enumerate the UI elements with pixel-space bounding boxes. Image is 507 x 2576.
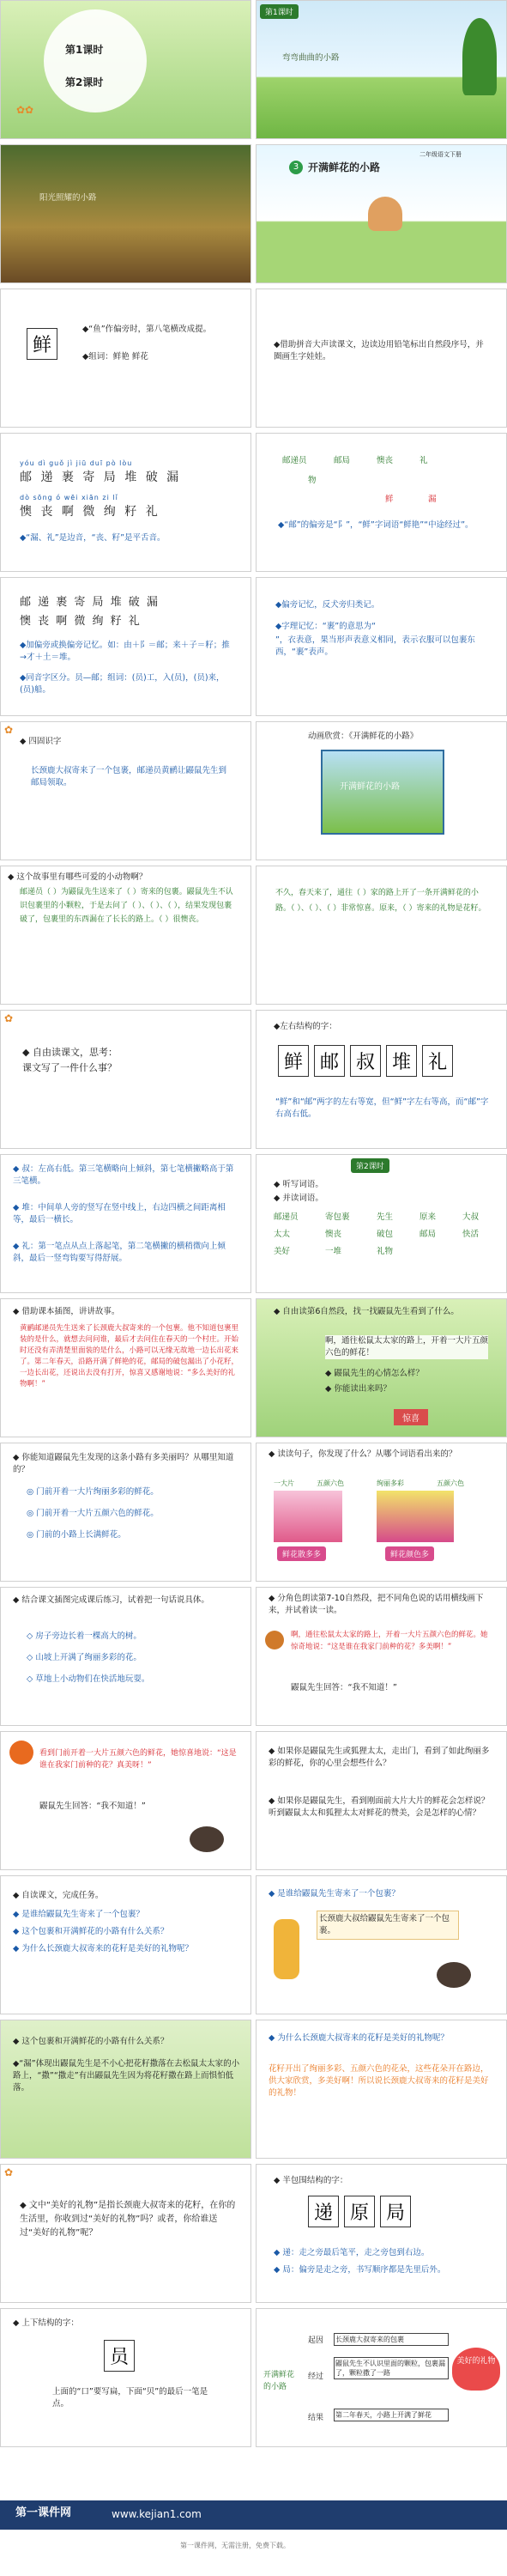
mindmap-box: 长颈鹿大叔寄来的包裹: [334, 2333, 449, 2346]
slide-sunny-path[interactable]: [0, 144, 251, 283]
slide-review[interactable]: [0, 721, 251, 860]
word: 大叔: [462, 1212, 480, 1222]
note-line: ◆“邮”的偏旁是“阝”，“鲜”字词语“鲜艳”“中途经过”。: [278, 520, 474, 530]
word-row: 懊 丧 啊 微 绚 籽 礼: [20, 615, 142, 628]
pinyin-row: dò sōng ó wēi xiān zi lǐ: [20, 494, 118, 501]
slide-half-enclosed[interactable]: [256, 2164, 507, 2303]
phrase: 绚丽多彩: [377, 1479, 404, 1487]
slide-who-sent[interactable]: [256, 1875, 507, 2014]
word: 美好: [274, 1247, 291, 1256]
reply-text: 鼹鼠先生回答：“我不知道！”: [291, 1683, 397, 1692]
word: 一堆: [325, 1247, 342, 1256]
mindmap-branch: 结果: [308, 2414, 324, 2422]
word: 邮递员: [282, 456, 307, 465]
char-box-wrap: [104, 2340, 140, 2372]
fox-icon: [9, 1741, 33, 1765]
slide-beautiful-road[interactable]: [0, 1443, 251, 1582]
char-box: 原: [344, 2196, 375, 2227]
tip-line: ◆ 局：偏旁是走之旁，书写顺序都是先里后外。: [274, 2265, 446, 2275]
word: 礼: [419, 456, 428, 465]
animal-icon: [368, 197, 402, 231]
question: ◆ 这个故事里有哪些可爱的小动物啊？: [8, 872, 148, 882]
word: 寄包裹: [325, 1212, 350, 1222]
flower-icon: ✿: [4, 2166, 14, 2178]
tip-line: ◆加偏旁或换偏旁记忆。如：由＋阝＝邮；来＋子＝籽；推→才＋土＝堆。: [20, 641, 230, 662]
slide-cover-lessons[interactable]: [0, 0, 251, 139]
grade-label: 二年级语文下册: [419, 151, 462, 158]
slide-reading-task[interactable]: [256, 289, 507, 428]
tip-line: ◆ 叔：左高右低。第三笔横略向上倾斜，第七笔横撇略高于第三笔横。: [13, 1164, 234, 1186]
label-badge: 鲜花散多多: [277, 1546, 326, 1561]
phrase: 五颜六色: [437, 1479, 464, 1487]
flower-icon: ✿: [4, 1012, 14, 1024]
slide-sentence-practice[interactable]: [0, 1587, 251, 1726]
char-box: 堆: [386, 1045, 417, 1077]
slide-paragraph6[interactable]: [256, 1298, 507, 1437]
word: 鲜: [385, 495, 394, 504]
word: 邮递员: [274, 1212, 299, 1222]
answer-text: 花籽开出了绚丽多彩、五颜六色的花朵，这些花朵开在路边，供大家欣赏，多美好啊！所以说长颈鹿大叔寄来的花籽是美好的礼物！: [269, 2064, 489, 2098]
slide-pinyin-words[interactable]: [0, 433, 251, 572]
option: ◎ 门前开着一大片绚丽多彩的鲜花。: [27, 1487, 159, 1497]
slide-dictation[interactable]: [256, 1154, 507, 1293]
lesson2-label: 第2课时: [65, 76, 104, 88]
slide-curvy-road[interactable]: [256, 0, 507, 139]
task: ◆ 自读课文，完成任务。: [13, 1891, 104, 1900]
word: 漏: [428, 495, 437, 504]
slide-radical-tips[interactable]: [256, 577, 507, 716]
slide-package-road[interactable]: [0, 2020, 251, 2159]
note-line: ◆“漏、礼”是边音，“丧、籽”是平舌音。: [20, 533, 166, 543]
tip-line: ◆ 礼：第一笔点从点上落起笔，第二笔横撇的横稍微向上倾斜，最后一竖弯钩要写得舒展。: [13, 1242, 226, 1263]
char-box: 鲜: [278, 1045, 309, 1077]
tip-line: ◆偏旁记忆，反犬旁归类记。: [275, 600, 380, 610]
task: ◆ 自由读第6自然段，找一找鼹鼠先生看到了什么。: [274, 1307, 459, 1316]
phrase: 五颜六色: [317, 1479, 344, 1487]
slide-char-xian[interactable]: [0, 289, 251, 428]
footer-banner[interactable]: [0, 2500, 507, 2530]
pinyin-row: yóu dì guǒ jì jiū duī pò lòu: [20, 459, 133, 467]
note-line: ◆“鱼”作偏旁时，第八笔横改成提。: [82, 325, 212, 334]
word: 原来: [419, 1212, 437, 1222]
question: ◆ 读读句子，你发现了什么？从哪个词语看出来的？: [269, 1449, 457, 1459]
slide-animals[interactable]: [0, 866, 251, 1005]
phrase: 一大片: [274, 1479, 294, 1487]
task: ◆ 分角色朗读第7-10自然段，把不同角色说的话用横线画下来，并试着读一读。: [269, 1594, 484, 1615]
char-box-row: [278, 1045, 458, 1077]
emotion-badge: 惊喜: [394, 1409, 428, 1425]
tip-line: ◆ 堆：中间单人旁的竖写在竖中线上，右边四横之间距离相等，最后一横长。: [13, 1203, 226, 1224]
lesson-number-badge: 3: [289, 161, 303, 174]
option: ◇ 房子旁边长着一棵高大的树。: [27, 1631, 142, 1641]
slide-tell-story[interactable]: [0, 1298, 251, 1437]
section-head: ◆ 上下结构的字：: [13, 2318, 79, 2328]
question: ◆ 为什么长颈鹿大叔寄来的花籽是美好的礼物呢？: [269, 2033, 449, 2043]
char-box: 礼: [422, 1045, 453, 1077]
word: 太太: [274, 1230, 291, 1239]
question: ◆ 自由读课文，思考：课文写了一件什么事？: [22, 1047, 118, 1073]
fill-blank-text: 不久，春天来了，通往（ ）家的路上开了一条开满鲜花的小路。（ ）、（ ）、（ ）非常惊喜。原来，（ ）寄来的礼物是花籽。: [275, 889, 486, 913]
brand-url[interactable]: www.kejian1.com: [112, 2508, 202, 2520]
option: ◎ 门前的小路上长满鲜花。: [27, 1530, 126, 1540]
mindmap-box: 第二年春天，小路上开满了鲜花: [334, 2409, 449, 2421]
lesson-tag: 第1课时: [260, 4, 299, 19]
question: ◆ 你能知道鼹鼠先生发现的这条小路有多美丽吗？从哪里知道的？: [13, 1453, 234, 1474]
mindmap-branch: 起因: [308, 2336, 324, 2345]
slide-role-reading-2[interactable]: [0, 1731, 251, 1870]
slide-compare-sentences[interactable]: [256, 1443, 507, 1582]
slide-animation[interactable]: [256, 721, 507, 860]
lesson1-label: 第1课时: [65, 44, 104, 56]
video-frame[interactable]: [321, 750, 444, 835]
char-yuan: 员: [104, 2340, 135, 2372]
slide-gift-life[interactable]: [0, 2164, 251, 2303]
mindmap-branch: 经过: [308, 2372, 324, 2381]
quote-text: 啊，通往松鼠太太家的路上，开着一大片五颜六色的鲜花！: [325, 1336, 489, 1358]
slide-gift-meaning[interactable]: [256, 2020, 507, 2159]
mindmap-box: 鼹鼠先生不认识里面的颗粒，包裹漏了，颗粒撒了一路: [334, 2357, 449, 2379]
fill-blank-text: 邮递员（ ）为鼹鼠先生送来了（ ）寄来的包裹。鼹鼠先生不认识包裹里的小颗粒，于是去问了（ ）、（ ）、（ ），结果发现包裹破了，包裹里的东西漏在了长长的路上。（ ）很懊丧。: [20, 888, 233, 924]
quote-text: 看到门前开着一大片五颜六色的鲜花，她惊喜地说：“这是谁在我家门前种的花？真美呀！”: [39, 1749, 237, 1770]
slide-title: 动画欣赏：《开满鲜花的小路》: [308, 732, 419, 741]
slide-top-bottom[interactable]: [0, 2308, 251, 2447]
task: ◆ 听写词语。: [274, 1180, 323, 1189]
word-row: 邮 递 裹 寄 局 堆 破 漏: [20, 596, 160, 609]
tip-line: 上面的“口”要写扁，下面“贝”的最后一笔是点。: [52, 2387, 208, 2409]
slide-title: 弯弯曲曲的小路: [282, 53, 340, 63]
question: ◆ 是谁给鼹鼠先生寄来了一个包裹？: [269, 1889, 400, 1899]
task: ◆ 为什么长颈鹿大叔寄来的花籽是美好的礼物呢？: [13, 1944, 193, 1953]
body-text: 长颈鹿大叔寄来了一个包裹，邮递员黄鹂让鼹鼠先生到邮局领取。: [31, 766, 227, 787]
section-head: ◆ 半包围结构的字：: [274, 2176, 348, 2185]
reply-text: 鼹鼠先生回答：“我不知道！”: [39, 1801, 146, 1811]
slide-memory-tips[interactable]: [0, 577, 251, 716]
slide-spring[interactable]: [256, 866, 507, 1005]
answer-text: 长颈鹿大叔给鼹鼠先生寄来了一个包裹。: [317, 1911, 459, 1940]
task: ◆ 借助课本插图，讲讲故事。: [13, 1307, 120, 1316]
word: 物: [308, 476, 317, 485]
mindmap-root: 开满鲜花的小路: [263, 2371, 295, 2391]
label-badge: 鲜花颜色多: [385, 1546, 434, 1561]
word-row: 邮 递 裹 寄 局 堆 破 漏: [20, 471, 182, 484]
option: ◇ 山坡上开满了绚丽多彩的花。: [27, 1653, 142, 1662]
heart-icon: 美好的礼物: [452, 2348, 500, 2391]
task: ◆ 是谁给鼹鼠先生寄来了一个包裹？: [13, 1910, 144, 1919]
word: 先生: [377, 1212, 394, 1222]
flower-photo: [377, 1491, 454, 1542]
slide-role-reading[interactable]: [256, 1587, 507, 1726]
section-head: ◆ 四固识字: [20, 737, 62, 746]
word: 邮局: [419, 1230, 437, 1239]
option: ◇ 草地上小动物们在快活地玩耍。: [27, 1674, 150, 1684]
giraffe-icon: [274, 1919, 299, 1979]
tip-line: ◆ 递：走之旁最后笔平，走之旁包到右边。: [274, 2248, 430, 2257]
hedgehog-icon: [265, 1631, 284, 1649]
char-box: 递: [308, 2196, 339, 2227]
flower-icon: ✿✿: [16, 104, 34, 116]
question: ◆ 如果你是鼹鼠先生或狐狸太太，走出门，看到了如此绚丽多彩的鲜花，你的心里会想些什么？: [269, 1747, 490, 1768]
tip-line: ◆同音字区分。员—邮；组词：(员)工，入(员)，(员)来，(员)船。: [20, 673, 225, 695]
video-title: 开满鲜花的小路: [340, 782, 400, 792]
note-line: ◆组词：鲜艳 鲜花: [82, 352, 148, 361]
slide-title: 阳光照耀的小路: [39, 193, 97, 203]
char-box-row: [308, 2196, 416, 2227]
question: ◆ 如果你是鼹鼠先生，看到刚面前大片大片的鲜花会怎样说？听到鼹鼠太太和狐狸太太对鲜花的赞美，会是怎样的心情？: [269, 1796, 490, 1818]
char-box: 局: [380, 2196, 411, 2227]
char-box: [27, 328, 63, 360]
option: ◎ 门前开着一大片五颜六色的鲜花。: [27, 1509, 159, 1518]
task-text: ◆借助拼音大声读课文，边读边用铅笔标出自然段序号，并圈画生字娃娃。: [274, 340, 484, 361]
flower-icon: ✿: [4, 724, 14, 736]
story-text: 黄鹂邮递员先生送来了长颈鹿大叔寄来的一个包裹。他不知道包裹里装的是什么，就想去问问谁，最后才去问住在春天的一个村庄。开始时还没有弄清楚里面装的是什么，小路可以无缘无故地一边长出花来了。第二年春天，沿路开满了鲜艳的花，邮局的破包漏出了小花籽，一边长出花，还说出去没有打开，惊喜又感谢地说：“多么美好的礼物啊！”: [20, 1324, 239, 1388]
tip-line: ◆字理记忆：“裹”的意思为“: [275, 622, 377, 631]
slide-story-question[interactable]: [0, 1010, 251, 1149]
slide-mindmap[interactable]: [256, 2308, 507, 2447]
char-box: 邮: [314, 1045, 345, 1077]
word: 懊丧: [325, 1230, 342, 1239]
word-row: 懊 丧 啊 微 绚 籽 礼: [20, 505, 160, 519]
question: ◆ 你能读出来吗？: [325, 1384, 391, 1394]
mole-icon: [437, 1962, 471, 1988]
char-xian: 鲜: [27, 328, 57, 360]
tip-line: ”，衣表意，果当形声表意义相同，表示衣服可以包裹东西，“裹”表声。: [275, 635, 475, 657]
slide-title-page[interactable]: [256, 144, 507, 283]
circle-frame: [44, 9, 147, 112]
word: 破包: [377, 1230, 394, 1239]
slide-writing-tips[interactable]: [0, 1154, 251, 1293]
slide-imagine[interactable]: [256, 1731, 507, 1870]
word: 懊丧: [377, 456, 394, 465]
task: ◆ 结合课文插图完成课后练习，试着把一句话说具体。: [13, 1595, 209, 1605]
question: ◆ 这个包裹和开满鲜花的小路有什么关系？: [13, 2037, 169, 2046]
lesson-tag: 第2课时: [351, 1158, 389, 1173]
explain-text: ◆“漏”体现出鼹鼠先生是不小心把花籽撒落在去松鼠太太家的小路上，“撒”“撒走”有出鼹鼠先生因为将花籽撒在路上而惧怕低落。: [13, 2059, 240, 2093]
mole-icon: [190, 1826, 224, 1852]
task: ◆ 并读词语。: [274, 1194, 323, 1203]
word: 礼物: [377, 1247, 394, 1256]
quote-text: 啊，通往松鼠太太家的路上，开着一大片五颜六色的鲜花。她惊奇地说：“这是谁在我家门前种的花？多美啊！”: [291, 1631, 488, 1651]
slide-left-right-chars[interactable]: [256, 1010, 507, 1149]
discussion-text: ◆ 文中“美好的礼物”是指长颈鹿大叔寄来的花籽，在你的生活里，你收到过“美好的礼物”吗？或者，你给谁送过“美好的礼物”呢？: [20, 2201, 236, 2238]
section-head: ◆左右结构的字：: [274, 1022, 337, 1031]
word: 快活: [462, 1230, 480, 1239]
brand-name: 第一课件网: [15, 2506, 72, 2519]
task: ◆ 这个包裹和开满鲜花的小路有什么关系？: [13, 1927, 169, 1936]
question: ◆ 鼹鼠先生的心情怎么样？: [325, 1369, 424, 1378]
char-box: 叔: [350, 1045, 381, 1077]
word: 邮局: [334, 456, 351, 465]
lesson-title: 开满鲜花的小路: [308, 161, 381, 173]
footer-note: 第一课件网，无需注册，免费下载。: [180, 2542, 290, 2549]
tree-icon: [462, 18, 497, 95]
slide-word-list[interactable]: [256, 433, 507, 572]
flower-photo: [274, 1491, 342, 1542]
note-line: “鲜”和“邮”两字的左右等宽，但“鲜”字左右等高，而“邮”字右高右低。: [275, 1097, 489, 1119]
slide-reading-tasks[interactable]: [0, 1875, 251, 2014]
